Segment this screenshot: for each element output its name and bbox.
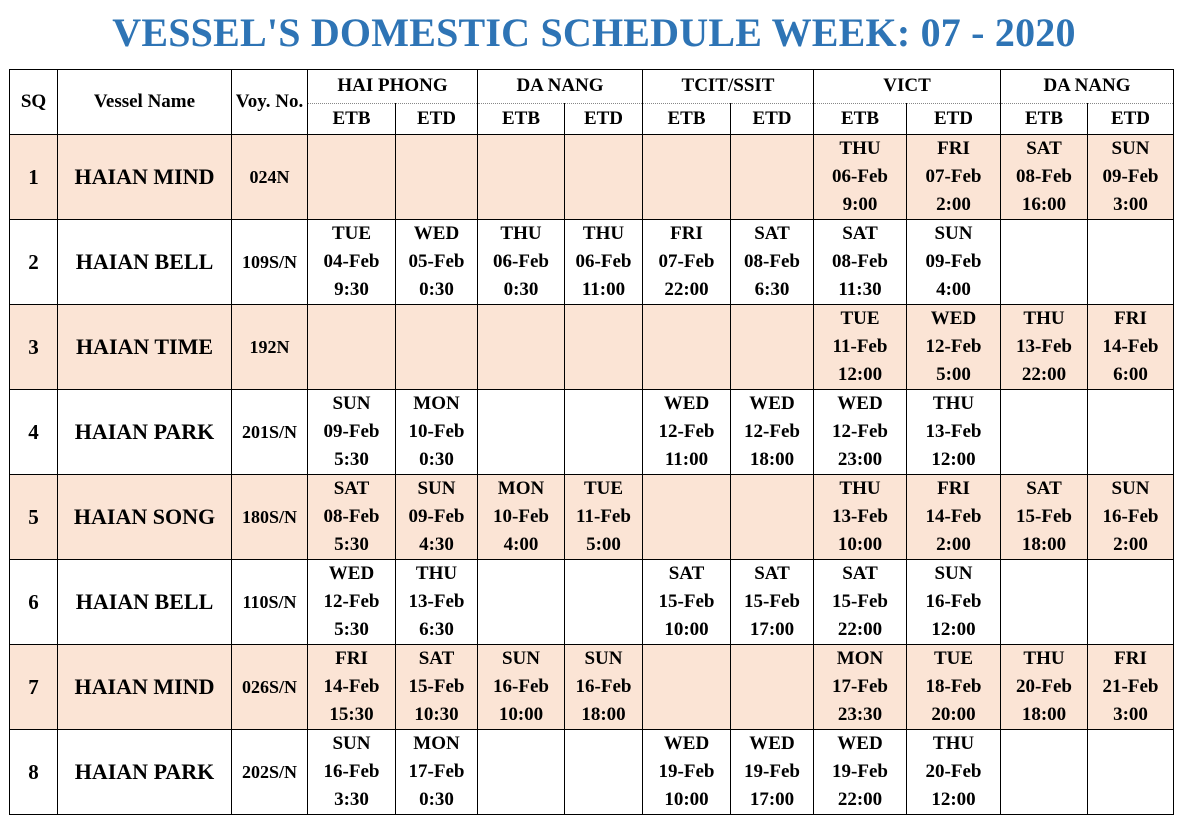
schedule-cell	[1088, 135, 1174, 220]
schedule-time: 9:30	[334, 279, 369, 300]
schedule-day: SUN	[332, 393, 371, 414]
schedule-time: 10:00	[664, 789, 709, 810]
schedule-time: 23:30	[837, 704, 883, 725]
header-etb: ETB	[643, 103, 731, 134]
schedule-cell	[814, 305, 907, 390]
schedule-cell	[396, 560, 478, 645]
schedule-date: 15-Feb	[1016, 506, 1072, 527]
schedule-date: 19-Feb	[744, 761, 800, 782]
schedule-day: SAT	[754, 563, 790, 584]
schedule-cell	[1088, 220, 1174, 305]
row-sq: 1	[10, 135, 58, 220]
schedule-time: 9:00	[842, 194, 878, 215]
schedule-time: 18:00	[749, 449, 795, 470]
schedule-day: THU	[932, 393, 975, 414]
schedule-day: MON	[497, 478, 545, 499]
schedule-cell	[814, 475, 907, 560]
schedule-table	[9, 69, 1174, 815]
schedule-cell	[814, 390, 907, 475]
schedule-day: SAT	[842, 563, 878, 584]
schedule-time: 2:00	[1113, 534, 1148, 555]
schedule-cell	[643, 305, 731, 390]
schedule-day: SAT	[333, 478, 370, 499]
schedule-time: 20:00	[931, 704, 976, 725]
schedule-date: 12-Feb	[832, 421, 888, 442]
vessel-name: HAIAN MIND	[58, 645, 232, 730]
schedule-date: 15-Feb	[408, 676, 465, 697]
schedule-date: 13-Feb	[925, 421, 982, 442]
schedule-date: 13-Feb	[408, 591, 465, 612]
row-sq: 3	[10, 305, 58, 390]
schedule-date: 06-Feb	[575, 251, 632, 272]
header-port-hai-phong: HAI PHONG	[308, 70, 478, 104]
schedule-cell	[907, 730, 1001, 815]
header-sq: SQ	[10, 70, 58, 135]
schedule-date: 15-Feb	[744, 591, 800, 612]
schedule-day: THU	[1023, 648, 1065, 669]
schedule-time: 5:30	[334, 449, 369, 470]
schedule-cell	[308, 730, 396, 815]
schedule-cell	[1088, 560, 1174, 645]
schedule-date: 16-Feb	[925, 591, 982, 612]
schedule-day: TUE	[933, 648, 974, 669]
schedule-cell	[308, 475, 396, 560]
header-port-da-nang: DA NANG	[478, 70, 643, 104]
schedule-day: SUN	[417, 478, 456, 499]
schedule-day: FRI	[1114, 648, 1147, 669]
schedule-cell	[731, 305, 814, 390]
schedule-time: 22:00	[837, 619, 883, 640]
schedule-day: FRI	[670, 223, 703, 244]
header-etd: ETD	[731, 103, 814, 134]
schedule-day: TUE	[331, 223, 372, 244]
schedule-cell	[396, 730, 478, 815]
schedule-day: SUN	[1111, 138, 1150, 159]
schedule-cell	[814, 645, 907, 730]
schedule-date: 13-Feb	[832, 506, 888, 527]
schedule-cell	[308, 305, 396, 390]
schedule-time: 5:30	[334, 534, 369, 555]
schedule-cell	[731, 135, 814, 220]
schedule-cell	[907, 390, 1001, 475]
schedule-cell	[1088, 390, 1174, 475]
schedule-time: 6:00	[1113, 364, 1148, 385]
schedule-cell	[478, 730, 565, 815]
voyage-number: 202S/N	[232, 730, 308, 815]
schedule-time: 2:00	[936, 194, 971, 215]
schedule-time: 23:00	[837, 449, 883, 470]
schedule-date: 12-Feb	[925, 336, 982, 357]
schedule-cell	[1088, 645, 1174, 730]
schedule-day: THU	[932, 733, 975, 754]
schedule-date: 07-Feb	[925, 166, 982, 187]
schedule-day: WED	[413, 223, 460, 244]
schedule-cell	[396, 475, 478, 560]
schedule-cell	[308, 645, 396, 730]
schedule-cell	[1001, 305, 1088, 390]
schedule-day: MON	[413, 393, 460, 414]
schedule-time: 12:00	[837, 364, 883, 385]
vessel-name: HAIAN BELL	[58, 220, 232, 305]
page-title: VESSEL'S DOMESTIC SCHEDULE WEEK: 07 - 2020	[112, 10, 1076, 55]
table-row	[10, 135, 1174, 220]
schedule-date: 16-Feb	[1102, 506, 1159, 527]
schedule-time: 22:00	[1021, 364, 1067, 385]
header-etb: ETB	[478, 103, 565, 134]
schedule-day: THU	[500, 223, 542, 244]
schedule-day: SUN	[934, 223, 973, 244]
schedule-date: 06-Feb	[832, 166, 888, 187]
schedule-cell	[907, 645, 1001, 730]
schedule-date: 08-Feb	[1016, 166, 1072, 187]
schedule-cell	[814, 730, 907, 815]
schedule-day: WED	[663, 733, 710, 754]
schedule-date: 11-Feb	[576, 506, 631, 527]
schedule-date: 09-Feb	[408, 506, 465, 527]
schedule-date: 08-Feb	[832, 251, 888, 272]
schedule-cell	[396, 220, 478, 305]
schedule-time: 18:00	[1021, 534, 1067, 555]
schedule-time: 17:00	[749, 789, 795, 810]
vessel-name: HAIAN TIME	[58, 305, 232, 390]
schedule-cell	[1001, 645, 1088, 730]
header-etb: ETB	[308, 103, 396, 134]
schedule-cell	[907, 135, 1001, 220]
schedule-date: 08-Feb	[744, 251, 800, 272]
table-row	[10, 730, 1174, 815]
schedule-time: 11:00	[664, 449, 709, 470]
schedule-day: WED	[749, 733, 795, 754]
voyage-number: 192N	[232, 305, 308, 390]
schedule-cell	[907, 305, 1001, 390]
schedule-time: 0:30	[419, 789, 454, 810]
schedule-date: 12-Feb	[658, 421, 715, 442]
header-voy-no: Voy. No.	[232, 70, 308, 135]
schedule-date: 16-Feb	[575, 676, 632, 697]
schedule-time: 12:00	[931, 449, 976, 470]
schedule-date: 07-Feb	[658, 251, 715, 272]
schedule-date: 08-Feb	[323, 506, 380, 527]
schedule-cell	[907, 560, 1001, 645]
schedule-date: 14-Feb	[925, 506, 982, 527]
schedule-day: SUN	[584, 648, 623, 669]
schedule-day: SAT	[842, 223, 878, 244]
schedule-day: SAT	[668, 563, 705, 584]
schedule-date: 16-Feb	[493, 676, 549, 697]
schedule-time: 4:00	[936, 279, 971, 300]
schedule-date: 11-Feb	[832, 336, 888, 357]
schedule-date: 17-Feb	[832, 676, 888, 697]
schedule-time: 6:30	[419, 619, 454, 640]
schedule-time: 10:00	[837, 534, 883, 555]
schedule-date: 21-Feb	[1102, 676, 1159, 697]
voyage-number: 109S/N	[232, 220, 308, 305]
header-etb: ETB	[1001, 103, 1088, 134]
schedule-cell	[396, 305, 478, 390]
schedule-cell	[1088, 305, 1174, 390]
schedule-date: 12-Feb	[323, 591, 380, 612]
schedule-day: TUE	[583, 478, 624, 499]
schedule-cell	[565, 560, 643, 645]
schedule-cell	[731, 645, 814, 730]
schedule-day: WED	[837, 393, 883, 414]
schedule-time: 18:00	[581, 704, 626, 725]
schedule-time: 10:30	[414, 704, 459, 725]
schedule-cell	[814, 560, 907, 645]
schedule-cell	[478, 390, 565, 475]
schedule-day: SAT	[418, 648, 455, 669]
schedule-cell	[643, 560, 731, 645]
row-sq: 8	[10, 730, 58, 815]
schedule-cell	[565, 645, 643, 730]
schedule-day: THU	[839, 138, 881, 159]
schedule-time: 15:30	[329, 704, 374, 725]
schedule-day: WED	[837, 733, 883, 754]
schedule-date: 16-Feb	[323, 761, 380, 782]
schedule-day: MON	[413, 733, 460, 754]
schedule-cell	[565, 220, 643, 305]
schedule-day: FRI	[937, 138, 970, 159]
table-row	[10, 305, 1174, 390]
schedule-day: SAT	[1026, 138, 1062, 159]
schedule-cell	[396, 135, 478, 220]
schedule-time: 5:00	[936, 364, 971, 385]
schedule-time: 22:00	[664, 279, 709, 300]
voyage-number: 110S/N	[232, 560, 308, 645]
schedule-date: 19-Feb	[658, 761, 715, 782]
schedule-cell	[731, 560, 814, 645]
schedule-time: 4:00	[503, 534, 539, 555]
schedule-day: SAT	[1026, 478, 1062, 499]
schedule-day: WED	[328, 563, 375, 584]
schedule-cell	[643, 475, 731, 560]
schedule-day: SUN	[332, 733, 371, 754]
schedule-date: 10-Feb	[408, 421, 465, 442]
schedule-table-wrapper	[9, 69, 1174, 815]
schedule-day: THU	[415, 563, 458, 584]
schedule-cell	[1001, 390, 1088, 475]
schedule-date: 15-Feb	[832, 591, 888, 612]
schedule-cell	[565, 305, 643, 390]
schedule-cell	[1001, 475, 1088, 560]
schedule-time: 11:00	[581, 279, 626, 300]
schedule-time: 3:30	[334, 789, 369, 810]
row-sq: 7	[10, 645, 58, 730]
schedule-time: 6:30	[754, 279, 790, 300]
schedule-date: 17-Feb	[408, 761, 465, 782]
schedule-cell	[478, 305, 565, 390]
schedule-time: 17:00	[749, 619, 795, 640]
vessel-name: HAIAN MIND	[58, 135, 232, 220]
schedule-date: 20-Feb	[1016, 676, 1072, 697]
row-sq: 5	[10, 475, 58, 560]
header-etd: ETD	[907, 103, 1001, 134]
schedule-day: WED	[663, 393, 710, 414]
vessel-name: HAIAN PARK	[58, 390, 232, 475]
schedule-day: WED	[749, 393, 795, 414]
schedule-time: 0:30	[419, 279, 454, 300]
header-etb: ETB	[814, 103, 907, 134]
header-etd: ETD	[396, 103, 478, 134]
row-sq: 2	[10, 220, 58, 305]
schedule-cell	[308, 135, 396, 220]
schedule-cell	[308, 390, 396, 475]
vessel-name: HAIAN BELL	[58, 560, 232, 645]
schedule-cell	[1088, 730, 1174, 815]
schedule-date: 13-Feb	[1016, 336, 1072, 357]
schedule-cell	[643, 730, 731, 815]
row-sq: 6	[10, 560, 58, 645]
schedule-time: 3:00	[1113, 704, 1148, 725]
schedule-time: 0:30	[503, 279, 539, 300]
table-row	[10, 560, 1174, 645]
schedule-cell	[1088, 475, 1174, 560]
schedule-cell	[478, 475, 565, 560]
schedule-time: 10:00	[498, 704, 544, 725]
schedule-cell	[1001, 135, 1088, 220]
schedule-time: 0:30	[419, 449, 454, 470]
schedule-date: 06-Feb	[493, 251, 549, 272]
schedule-time: 2:00	[936, 534, 971, 555]
schedule-day: WED	[930, 308, 977, 329]
schedule-cell	[478, 560, 565, 645]
schedule-time: 3:00	[1113, 194, 1148, 215]
schedule-date: 10-Feb	[493, 506, 549, 527]
schedule-cell	[643, 645, 731, 730]
schedule-date: 05-Feb	[408, 251, 465, 272]
schedule-date: 04-Feb	[323, 251, 380, 272]
table-row	[10, 645, 1174, 730]
schedule-cell	[814, 220, 907, 305]
table-row	[10, 220, 1174, 305]
schedule-time: 10:00	[664, 619, 709, 640]
schedule-cell	[731, 475, 814, 560]
schedule-day: TUE	[840, 308, 880, 329]
schedule-cell	[565, 135, 643, 220]
schedule-time: 4:30	[419, 534, 454, 555]
schedule-date: 18-Feb	[925, 676, 982, 697]
header-port-da-nang-2: DA NANG	[1001, 70, 1174, 104]
schedule-cell	[643, 220, 731, 305]
voyage-number: 201S/N	[232, 390, 308, 475]
row-sq: 4	[10, 390, 58, 475]
schedule-date: 19-Feb	[832, 761, 888, 782]
schedule-day: FRI	[1114, 308, 1147, 329]
schedule-cell	[814, 135, 907, 220]
table-row	[10, 475, 1174, 560]
schedule-cell	[643, 390, 731, 475]
schedule-cell	[478, 645, 565, 730]
schedule-time: 12:00	[931, 619, 976, 640]
header-port-tcit-ssit: TCIT/SSIT	[643, 70, 814, 104]
schedule-cell	[1001, 560, 1088, 645]
schedule-cell	[396, 645, 478, 730]
schedule-cell	[907, 220, 1001, 305]
header-etd: ETD	[565, 103, 643, 134]
voyage-number: 026S/N	[232, 645, 308, 730]
schedule-day: SUN	[934, 563, 973, 584]
schedule-date: 12-Feb	[744, 421, 800, 442]
schedule-cell	[731, 220, 814, 305]
schedule-cell	[565, 475, 643, 560]
schedule-day: THU	[839, 478, 881, 499]
voyage-number: 024N	[232, 135, 308, 220]
schedule-day: THU	[1023, 308, 1065, 329]
schedule-day: MON	[836, 648, 884, 669]
schedule-time: 5:30	[334, 619, 369, 640]
vessel-name: HAIAN PARK	[58, 730, 232, 815]
schedule-day: SUN	[1111, 478, 1150, 499]
header-vessel-name: Vessel Name	[58, 70, 232, 135]
schedule-cell	[396, 390, 478, 475]
schedule-cell	[643, 135, 731, 220]
schedule-day: THU	[582, 223, 625, 244]
schedule-cell	[308, 220, 396, 305]
schedule-day: FRI	[335, 648, 368, 669]
vessel-name: HAIAN SONG	[58, 475, 232, 560]
schedule-cell	[308, 560, 396, 645]
schedule-cell	[1001, 220, 1088, 305]
schedule-time: 5:00	[586, 534, 621, 555]
schedule-cell	[565, 390, 643, 475]
schedule-date: 15-Feb	[658, 591, 715, 612]
schedule-date: 14-Feb	[1102, 336, 1159, 357]
schedule-cell	[478, 135, 565, 220]
schedule-day: SAT	[754, 223, 790, 244]
schedule-cell	[731, 730, 814, 815]
schedule-date: 14-Feb	[323, 676, 380, 697]
schedule-cell	[1001, 730, 1088, 815]
voyage-number: 180S/N	[232, 475, 308, 560]
table-row	[10, 390, 1174, 475]
schedule-time: 18:00	[1021, 704, 1067, 725]
schedule-cell	[478, 220, 565, 305]
schedule-date: 09-Feb	[1102, 166, 1159, 187]
schedule-date: 20-Feb	[925, 761, 982, 782]
schedule-time: 12:00	[931, 789, 976, 810]
header-port-vict: VICT	[814, 70, 1001, 104]
schedule-date: 09-Feb	[925, 251, 982, 272]
schedule-time: 22:00	[837, 789, 883, 810]
schedule-cell	[565, 730, 643, 815]
header-etd: ETD	[1088, 103, 1174, 134]
schedule-time: 11:30	[838, 279, 882, 300]
schedule-day: SUN	[501, 648, 540, 669]
schedule-date: 09-Feb	[323, 421, 380, 442]
schedule-time: 16:00	[1021, 194, 1067, 215]
schedule-cell	[731, 390, 814, 475]
schedule-cell	[907, 475, 1001, 560]
schedule-day: FRI	[937, 478, 970, 499]
